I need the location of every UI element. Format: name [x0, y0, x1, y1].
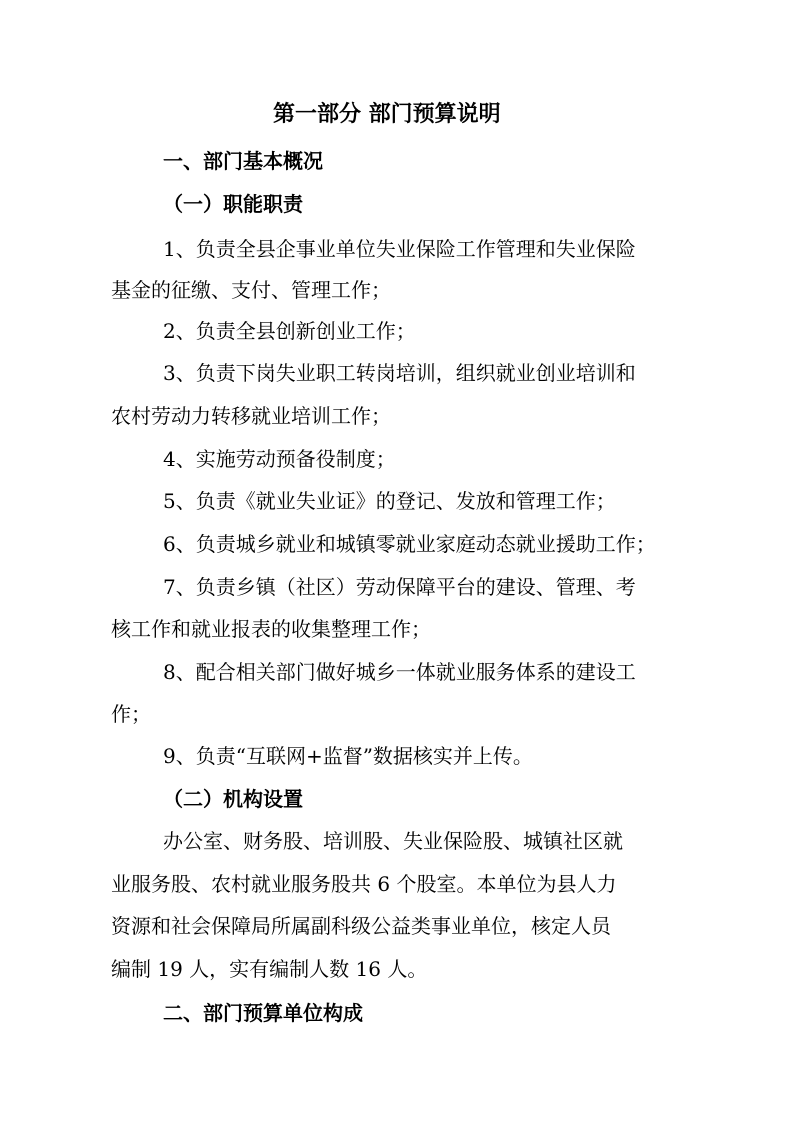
- duty-item-8-line-1: 8、配合相关部门做好城乡一体就业服务体系的建设工: [163, 660, 636, 684]
- section-1-heading: 一、部门基本概况: [163, 149, 323, 173]
- org-paragraph-line-4: 编制 19 人，实有编制人数 16 人。: [111, 957, 428, 981]
- duty-item-2: 2、负责全县创新创业工作；: [163, 319, 416, 343]
- duty-item-8-line-2: 作；: [111, 702, 151, 726]
- duty-item-6: 6、负责城乡就业和城镇零就业家庭动态就业援助工作；: [163, 532, 656, 556]
- section-2-heading: 二、部门预算单位构成: [163, 1001, 363, 1025]
- page-title: 第一部分 部门预算说明: [273, 102, 501, 127]
- org-paragraph-line-3: 资源和社会保障局所属副科级公益类事业单位，核定人员: [111, 914, 611, 938]
- duty-item-3-line-1: 3、负责下岗失业职工转岗培训，组织就业创业培训和: [163, 361, 636, 385]
- org-paragraph-line-2: 业服务股、农村就业服务股共 6 个股室。本单位为县人力: [111, 872, 617, 896]
- duty-item-9: 9、负责“互联网+监督”数据核实并上传。: [163, 744, 533, 768]
- duty-item-1-line-2: 基金的征缴、支付、管理工作；: [111, 278, 391, 302]
- org-paragraph-line-1: 办公室、财务股、培训股、失业保险股、城镇社区就: [163, 829, 623, 853]
- duty-item-7-line-2: 核工作和就业报表的收集整理工作；: [111, 617, 431, 641]
- duty-item-3-line-2: 农村劳动力转移就业培训工作；: [111, 404, 391, 428]
- subsection-1-heading: （一）职能职责: [163, 192, 303, 216]
- duty-item-4: 4、实施劳动预备役制度；: [163, 447, 396, 471]
- duty-item-5: 5、负责《就业失业证》的登记、发放和管理工作；: [163, 489, 616, 513]
- duty-item-7-line-1: 7、负责乡镇（社区）劳动保障平台的建设、管理、考: [163, 575, 636, 599]
- duty-item-1-line-1: 1、负责全县企事业单位失业保险工作管理和失业保险: [163, 237, 636, 261]
- subsection-2-heading: （二）机构设置: [163, 787, 303, 811]
